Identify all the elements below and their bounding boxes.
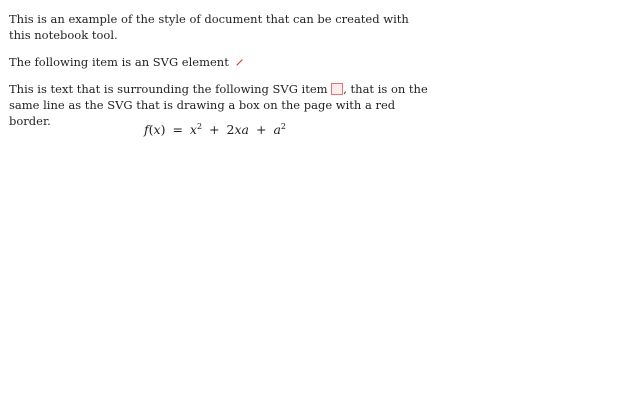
eq-close-paren: ) <box>160 122 166 137</box>
eq-lhs-var: x <box>153 122 161 137</box>
eq-open-paren: ( <box>148 122 154 137</box>
red-diagonal-line <box>237 60 242 65</box>
red-border-box <box>332 84 343 95</box>
eq-term1-exp: 2 <box>196 122 203 131</box>
intro-paragraph <box>9 11 429 43</box>
eq-term1-var: x <box>189 122 197 137</box>
svg-element-text: The following item is an SVG element <box>9 55 229 69</box>
intro-text: This is an example of the style of document that can be created with this notebook tool. <box>9 12 409 42</box>
eq-plus-1: + <box>209 122 220 137</box>
eq-equals: = <box>172 122 183 137</box>
inline-svg-text-after: , that is on the same line as the SVG that is drawing a box on the page with a red border. <box>9 82 428 128</box>
math-equation <box>0 122 430 137</box>
eq-term2-coef: 2 <box>226 122 235 137</box>
eq-term2-var2: a <box>241 122 249 137</box>
eq-plus-2: + <box>255 122 267 137</box>
eq-fn: f <box>143 122 149 137</box>
red-box-svg <box>331 83 343 95</box>
eq-term3-exp: 2 <box>280 122 286 131</box>
svg-element-paragraph <box>9 54 429 70</box>
inline-svg-text-before: This is text that is surrounding the following SVG item <box>9 82 328 96</box>
eq-term2-var1: x <box>234 122 242 137</box>
red-line-svg <box>232 56 246 68</box>
eq-term3-var: a <box>273 122 281 137</box>
